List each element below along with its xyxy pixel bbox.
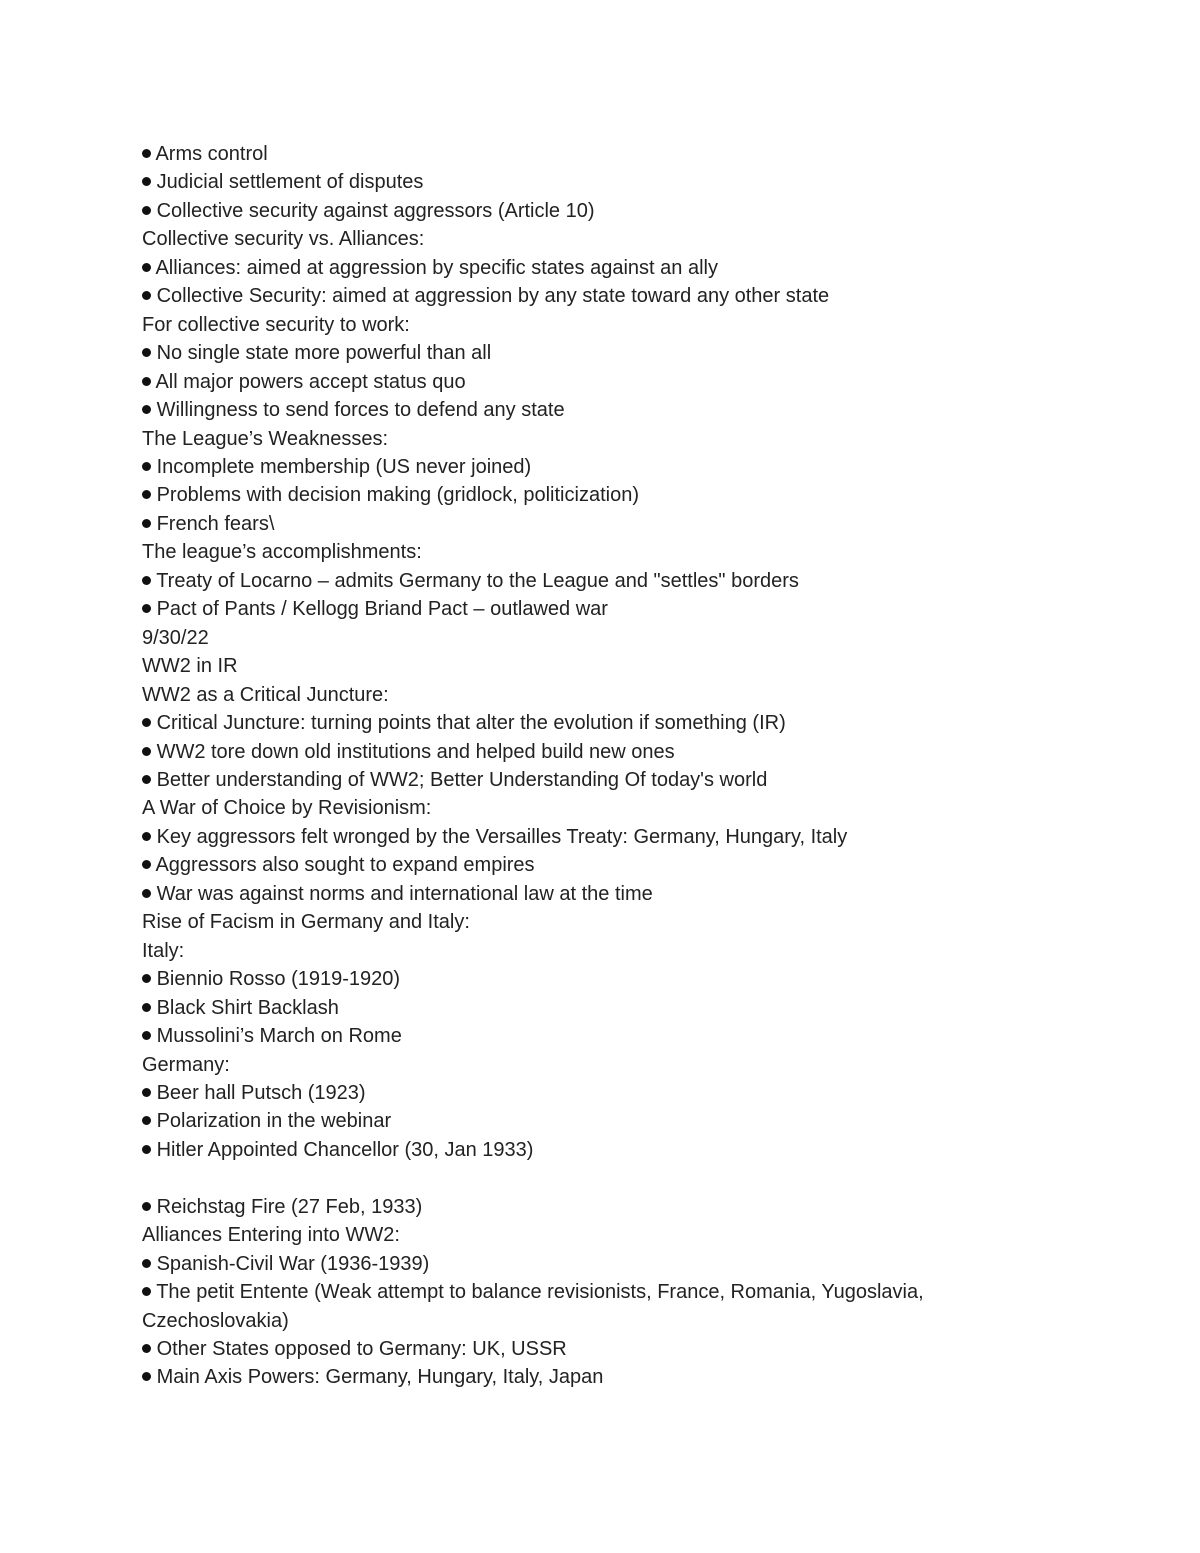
bullet-item — [142, 567, 1062, 595]
bullet-text: Biennio Rosso (1919-1920) — [156, 968, 401, 991]
bullet-text: Mussolini’s March on Rome — [156, 1025, 402, 1048]
bullet-dot-icon — [142, 405, 151, 414]
bullet-text: Incomplete membership (US never joined) — [156, 455, 532, 478]
bullet-item — [142, 1107, 1062, 1135]
bullet-text: Willingness to send forces to defend any state — [156, 399, 565, 422]
bullet-dot-icon — [142, 1202, 151, 1211]
section-heading: The League’s Weaknesses: — [142, 427, 389, 450]
bullet-item — [142, 1335, 1062, 1363]
bullet-dot-icon — [142, 775, 151, 784]
bullet-text: Black Shirt Backlash — [156, 996, 339, 1019]
section-heading: A War of Choice by Revisionism: — [142, 797, 432, 820]
bullet-dot-icon — [142, 1031, 151, 1040]
section-heading: Germany: — [142, 1053, 230, 1076]
bullet-dot-icon — [142, 1116, 151, 1125]
section-heading: Collective security vs. Alliances: — [142, 228, 425, 251]
bullet-item — [142, 1278, 1062, 1306]
bullet-item — [142, 1193, 1062, 1221]
bullet-dot-icon — [142, 291, 151, 300]
bullet-dot-icon — [142, 1003, 151, 1012]
bullet-dot-icon — [142, 462, 151, 471]
bullet-dot-icon — [142, 604, 151, 613]
bullet-item — [142, 1079, 1062, 1107]
bullet-dot-icon — [142, 1372, 151, 1381]
bullet-text: Treaty of Locarno – admits Germany to the League and "settles" borders — [156, 569, 799, 592]
bullet-dot-icon — [142, 177, 151, 186]
section-heading: Czechoslovakia) — [142, 1309, 289, 1332]
bullet-item — [142, 1022, 1062, 1050]
bullet-item — [142, 1250, 1062, 1278]
bullet-text: Aggressors also sought to expand empires — [155, 854, 535, 877]
bullet-text: The petit Entente (Weak attempt to balance revisionists, France, Romania, Yugoslavia, — [156, 1281, 924, 1304]
bullet-text: War was against norms and international law at the time — [156, 882, 653, 905]
bullet-item — [142, 510, 1062, 538]
bullet-item — [142, 1363, 1062, 1391]
bullet-item — [142, 595, 1062, 623]
bullet-item — [142, 851, 1062, 879]
bullet-dot-icon — [142, 348, 151, 357]
bullet-text: Spanish-Civil War (1936-1939) — [156, 1252, 430, 1275]
bullet-dot-icon — [142, 1088, 151, 1097]
section-heading: WW2 in IR — [142, 655, 238, 678]
bullet-item — [142, 823, 1062, 851]
bullet-item — [142, 738, 1062, 766]
bullet-dot-icon — [142, 519, 151, 528]
bullet-text: Collective security against aggressors (Article 10) — [156, 199, 595, 222]
bullet-item — [142, 254, 1062, 282]
bullet-item — [142, 396, 1062, 424]
bullet-item — [142, 965, 1062, 993]
section-heading: WW2 as a Critical Juncture: — [142, 683, 389, 706]
bullet-dot-icon — [142, 490, 151, 499]
bullet-item — [142, 481, 1062, 509]
bullet-item — [142, 1136, 1062, 1164]
section-heading: The league’s accomplishments: — [142, 541, 422, 564]
bullet-item — [142, 709, 1062, 737]
bullet-item — [142, 368, 1062, 396]
bullet-text: Alliances: aimed at aggression by specific states against an ally — [155, 256, 718, 279]
bullet-dot-icon — [142, 576, 151, 585]
bullet-text: No single state more powerful than all — [156, 342, 492, 365]
bullet-dot-icon — [142, 149, 151, 158]
bullet-item — [142, 197, 1062, 225]
bullet-item — [142, 880, 1062, 908]
section-heading: For collective security to work: — [142, 313, 410, 336]
bullet-dot-icon — [142, 860, 151, 869]
bullet-text: WW2 tore down old institutions and helped build new ones — [156, 740, 675, 763]
bullet-text: Polarization in the webinar — [156, 1110, 392, 1133]
section-heading: Rise of Facism in Germany and Italy: — [142, 911, 470, 934]
bullet-dot-icon — [142, 889, 151, 898]
bullet-dot-icon — [142, 974, 151, 983]
blank-line — [142, 1164, 1062, 1192]
bullet-text: Hitler Appointed Chancellor (30, Jan 1933) — [156, 1138, 534, 1161]
bullet-text: Beer hall Putsch (1923) — [156, 1081, 366, 1104]
bullet-text: Main Axis Powers: Germany, Hungary, Italy, Japan — [156, 1366, 604, 1389]
bullet-dot-icon — [142, 1287, 151, 1296]
bullet-text: Better understanding of WW2; Better Understanding Of today's world — [156, 768, 768, 791]
bullet-dot-icon — [142, 377, 151, 386]
bullet-dot-icon — [142, 747, 151, 756]
bullet-text: Key aggressors felt wronged by the Versailles Treaty: Germany, Hungary, Italy — [156, 825, 848, 848]
bullet-text: Collective Security: aimed at aggression by any state toward any other state — [156, 285, 830, 308]
bullet-dot-icon — [142, 1344, 151, 1353]
bullet-dot-icon — [142, 263, 151, 272]
bullet-dot-icon — [142, 832, 151, 841]
bullet-text: Judicial settlement of disputes — [156, 171, 424, 194]
bullet-text: Other States opposed to Germany: UK, USSR — [156, 1338, 567, 1361]
bullet-text: All major powers accept status quo — [155, 370, 466, 393]
bullet-item — [142, 168, 1062, 196]
bullet-dot-icon — [142, 718, 151, 727]
bullet-item — [142, 339, 1062, 367]
bullet-item — [142, 766, 1062, 794]
bullet-text: Problems with decision making (gridlock, politicization) — [156, 484, 639, 507]
bullet-text: Critical Juncture: turning points that alter the evolution if something (IR) — [156, 712, 786, 735]
bullet-text: Arms control — [155, 143, 268, 165]
section-heading: Italy: — [142, 939, 185, 962]
section-heading: Alliances Entering into WW2: — [142, 1224, 400, 1247]
bullet-item — [142, 282, 1062, 310]
notes-body — [142, 140, 1062, 1392]
bullet-dot-icon — [142, 206, 151, 215]
bullet-text: French fears\ — [156, 512, 275, 535]
bullet-item — [142, 140, 1062, 168]
bullet-dot-icon — [142, 1259, 151, 1268]
bullet-text: Pact of Pants / Kellogg Briand Pact – outlawed war — [156, 598, 608, 621]
bullet-dot-icon — [142, 1145, 151, 1154]
section-heading: 9/30/22 — [142, 626, 209, 649]
bullet-text: Reichstag Fire (27 Feb, 1933) — [156, 1195, 423, 1218]
bullet-item — [142, 994, 1062, 1022]
bullet-item — [142, 453, 1062, 481]
